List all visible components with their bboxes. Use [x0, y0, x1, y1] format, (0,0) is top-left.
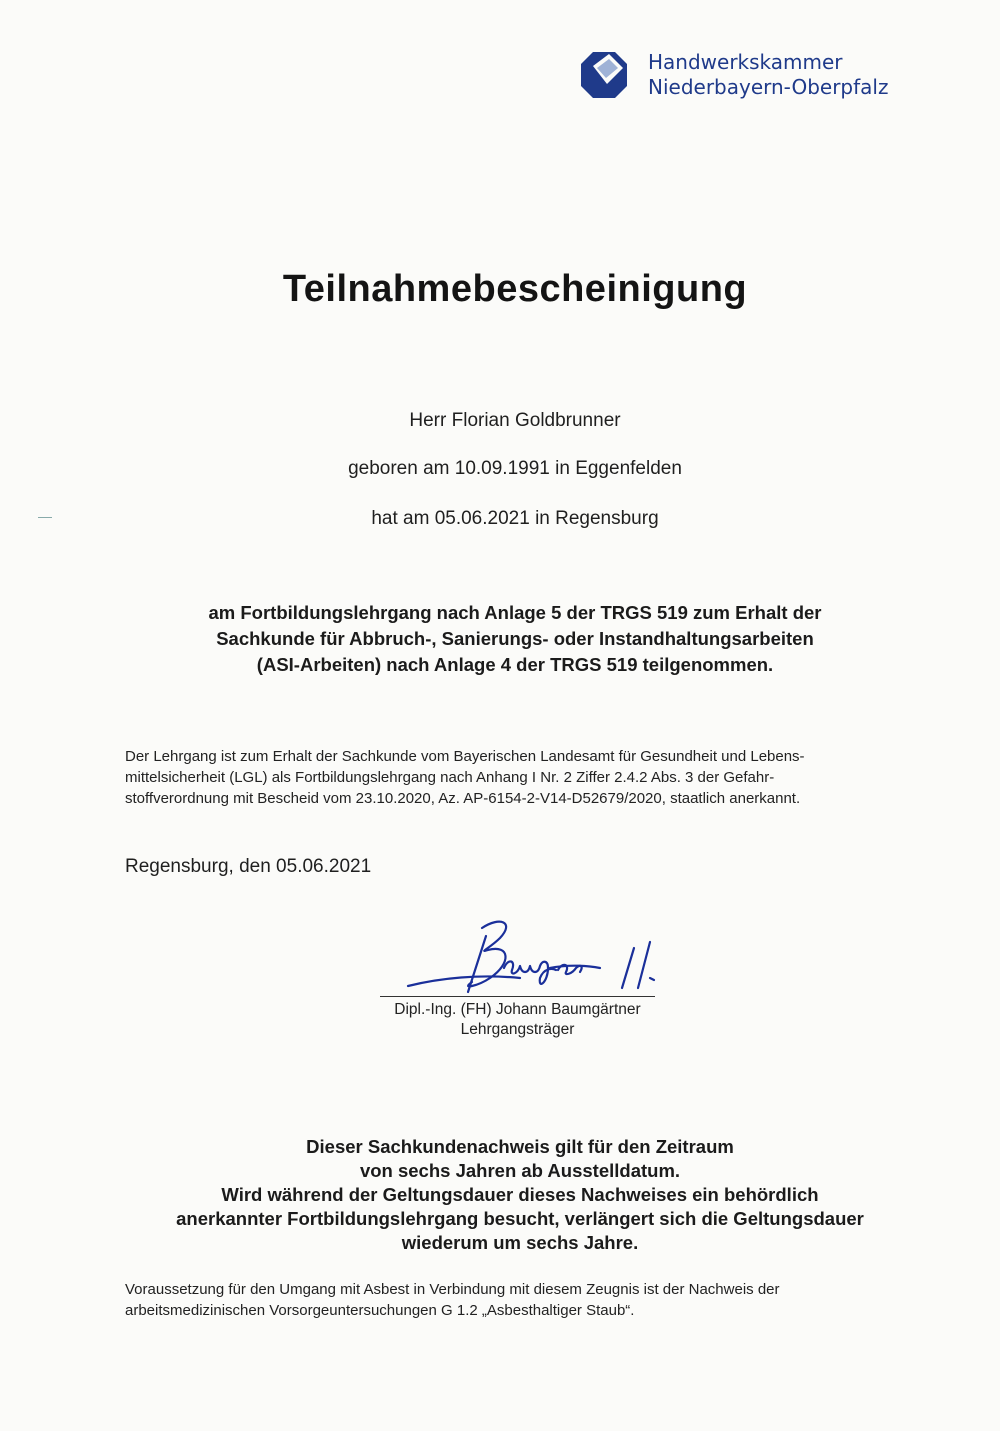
course-line-1: am Fortbildungslehrgang nach Anlage 5 der TRGS 519 zum Erhalt der — [208, 602, 822, 623]
participant-event: hat am 05.06.2021 in Regensburg — [371, 508, 659, 529]
course-line-3: (ASI-Arbeiten) nach Anlage 4 der TRGS 519 teilgenommen. — [256, 654, 774, 675]
signer-role: Lehrgangsträger — [460, 1021, 575, 1038]
course-statement — [0, 600, 1000, 678]
organization-line-2: Niederbayern-Oberpfalz — [648, 75, 889, 99]
validity-line-2: von sechs Jahren ab Ausstelldatum. — [359, 1160, 681, 1181]
organization-name — [648, 50, 888, 100]
validity-line-4: anerkannter Fortbildungslehrgang besucht, verlängert sich die Geltungsdauer — [176, 1208, 864, 1229]
requirement-note — [125, 1279, 925, 1321]
handwritten-signature-icon — [400, 908, 670, 1003]
chamber-logo-icon — [579, 50, 629, 100]
document-title: Teilnahmebescheinigung — [282, 268, 748, 310]
signature-line — [380, 996, 655, 997]
organization-line-1: Handwerkskammer — [648, 50, 843, 74]
signer-block — [380, 1000, 655, 1040]
place-date: Regensburg, den 05.06.2021 — [125, 856, 372, 877]
validity-line-1: Dieser Sachkundenachweis gilt für den Zeitraum — [306, 1136, 734, 1157]
signer-name: Dipl.-Ing. (FH) Johann Baumgärtner — [394, 1001, 641, 1018]
validity-line-3: Wird während der Geltungsdauer dieses Nachweises ein behördlich — [221, 1184, 819, 1205]
course-line-2: Sachkunde für Abbruch-, Sanierungs- oder Instandhaltungsarbeiten — [216, 628, 814, 649]
requirement-line-1: Voraussetzung für den Umgang mit Asbest in Verbindung mit diesem Zeugnis ist der Nachweis der — [125, 1281, 780, 1298]
validity-statement — [0, 1135, 1000, 1255]
accreditation-line-3: stoffverordnung mit Bescheid vom 23.10.2020, Az. AP-6154-2-V14-D52679/2020, staatlich anerkannt. — [125, 790, 801, 807]
participant-name: Herr Florian Goldbrunner — [409, 410, 621, 431]
requirement-line-2: arbeitsmedizinischen Vorsorgeuntersuchungen G 1.2 „Asbesthaltiger Staub“. — [125, 1302, 635, 1319]
accreditation-note — [125, 746, 925, 809]
scan-mark — [38, 517, 52, 518]
accreditation-line-1: Der Lehrgang ist zum Erhalt der Sachkunde vom Bayerischen Landesamt für Gesundheit und Lebens- — [125, 748, 805, 765]
accreditation-line-2: mittelsicherheit (LGL) als Fortbildungslehrgang nach Anhang I Nr. 2 Ziffer 2.4.2 Abs. 3 der Gefahr- — [125, 769, 775, 786]
validity-line-5: wiederum um sechs Jahre. — [401, 1232, 639, 1253]
participant-birth: geboren am 10.09.1991 in Eggenfelden — [348, 458, 682, 479]
